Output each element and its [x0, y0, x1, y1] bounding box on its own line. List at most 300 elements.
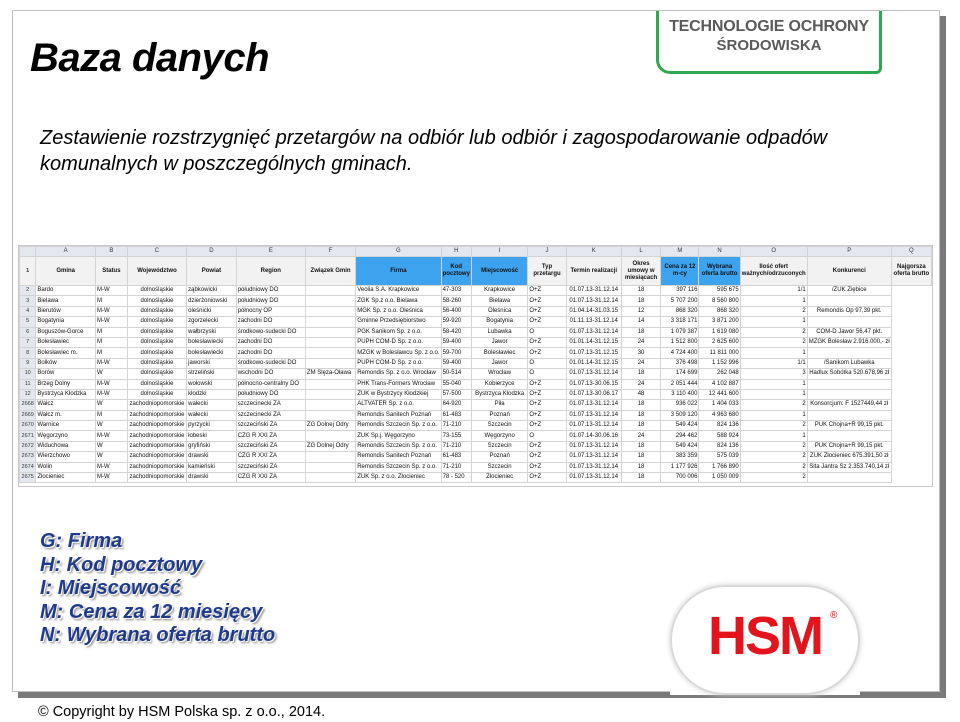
table-cell: zachodni DO — [236, 348, 305, 358]
table-cell: zachodniopomorskie — [127, 421, 186, 431]
table-cell: 1/1 — [740, 286, 807, 296]
table-cell: Bogatynia — [471, 317, 527, 327]
table-cell: 01.07.13-31.12.14 — [566, 410, 621, 420]
column-letter: L — [621, 247, 661, 257]
table-cell: W — [95, 421, 127, 431]
column-letter: G — [356, 247, 441, 257]
table-cell: zachodniopomorskie — [127, 441, 186, 451]
table-cell: O+Z — [528, 379, 566, 389]
table-cell: 3 318 171 — [661, 317, 699, 327]
table-cell — [807, 431, 891, 441]
table-cell — [807, 473, 891, 483]
logo-line-2: ŚRODOWISKA — [716, 37, 822, 54]
table-cell: Remondis Szczecin Sp. z o.o. — [356, 441, 441, 451]
table-cell: 01.07.14-30.06.16 — [566, 431, 621, 441]
table-cell: Wrocław — [471, 369, 527, 379]
table-cell: Brzeg Dolny — [36, 379, 96, 389]
table-row — [20, 473, 932, 483]
table-cell — [305, 358, 355, 368]
legend-item: H: Kod pocztowy — [40, 553, 203, 576]
table-cell — [305, 306, 355, 316]
table-cell: ZG Dolnej Odry — [305, 421, 355, 431]
table-cell: 8 560 800 — [699, 296, 740, 306]
table-cell: Poznań — [471, 410, 527, 420]
table-cell: 59-400 — [441, 358, 471, 368]
table-cell: 48 — [621, 389, 661, 399]
table-cell: środkowo-sudecki DO — [236, 358, 305, 368]
column-legend — [40, 530, 275, 648]
table-cell: 50-514 — [441, 369, 471, 379]
table-cell: ZG Dolnej Odry — [305, 441, 355, 451]
table-cell — [807, 296, 891, 306]
table-cell: zachodni DO — [236, 317, 305, 327]
table-cell: M-W — [95, 317, 127, 327]
column-letter: M — [661, 247, 699, 257]
table-cell: 73-155 — [441, 431, 471, 441]
table-cell: PUK Chojna+R 99,15 pkt. — [807, 421, 891, 431]
row-number: 4 — [20, 306, 36, 316]
hsm-logo-text: HSM — [708, 606, 822, 666]
table-cell: Bogatynia — [36, 317, 96, 327]
table-cell: strzeliński — [187, 369, 237, 379]
table-cell: zachodniopomorskie — [127, 462, 186, 472]
table-cell: 78 - 520 — [441, 473, 471, 483]
table-cell: O — [528, 358, 566, 368]
column-header[interactable]: Konkurenci — [807, 257, 891, 286]
table-cell: 14 — [621, 317, 661, 327]
table-cell: 71-210 — [441, 441, 471, 451]
table-cell — [807, 348, 891, 358]
table-row — [20, 410, 932, 420]
table-cell: Kobierzyce — [471, 379, 527, 389]
column-header[interactable]: Gmina — [36, 257, 96, 286]
table-cell: 59-700 — [441, 348, 471, 358]
table-cell: 2 — [740, 421, 807, 431]
table-cell: oleśnicki — [187, 306, 237, 316]
table-cell: zgorzelecki — [187, 317, 237, 327]
table-cell: M — [95, 337, 127, 347]
table-cell: północno-centralny DO — [236, 379, 305, 389]
column-header[interactable]: Status — [95, 257, 127, 286]
table-row — [20, 452, 932, 462]
column-header[interactable]: Okres umowy w miesiącach — [621, 257, 661, 286]
column-letter-row — [20, 247, 932, 257]
table-cell: 01.07.13-31.12.14 — [566, 452, 621, 462]
table-cell: 5 707 200 — [661, 296, 699, 306]
table-cell: 12 441 600 — [699, 389, 740, 399]
column-header[interactable]: Najgorsza oferta brutto — [891, 257, 931, 286]
column-header[interactable]: Cena za 12 m-cy — [661, 257, 699, 286]
table-cell: 01.07.13-31.12.14 — [566, 369, 621, 379]
column-letter: O — [740, 247, 807, 257]
table-cell: 01.04.14-31.03.15 — [566, 306, 621, 316]
row-number: 1 — [20, 257, 36, 286]
table-cell: środkowo-sudecki DO — [236, 327, 305, 337]
table-cell: wałecki — [187, 400, 237, 410]
table-cell: 824 136 — [699, 441, 740, 451]
table-cell: 294 462 — [661, 431, 699, 441]
table-cell: Wierzchowo — [36, 452, 96, 462]
table-cell: szczecinecki ZA — [236, 400, 305, 410]
page-title: Baza danych — [30, 36, 270, 80]
table-cell: PHK Trans-Formers Wrocław — [356, 379, 441, 389]
table-cell: łobeski — [187, 431, 237, 441]
column-letter: K — [566, 247, 621, 257]
row-number: 6 — [20, 327, 36, 337]
table-cell: 59-920 — [441, 317, 471, 327]
table-cell: PUPH COM-D Sp. z o.o. — [356, 358, 441, 368]
table-cell: 01.07.13-31.12.14 — [566, 473, 621, 483]
table-cell: 700 006 — [661, 473, 699, 483]
copyright-footer: © Copyright by HSM Polska sp. z o.o., 2014. — [38, 704, 326, 720]
table-cell: 01.07.13-31.12.14 — [566, 462, 621, 472]
table-cell: 58-420 — [441, 327, 471, 337]
table-row — [20, 462, 932, 472]
table-cell: 2 — [740, 473, 807, 483]
table-cell: Wałcz — [36, 400, 96, 410]
column-letter: E — [236, 247, 305, 257]
column-header[interactable]: Powiat — [187, 257, 237, 286]
legend-item: N: Wybrana oferta brutto — [40, 624, 276, 646]
table-cell: M-W — [95, 379, 127, 389]
table-cell: O+Z — [528, 410, 566, 420]
column-header[interactable]: Kod pocztowy — [441, 257, 471, 286]
table-cell: Borów — [36, 369, 96, 379]
table-cell: 174 699 — [661, 369, 699, 379]
table-cell: Veolia S.A. Krapkowice — [356, 286, 441, 296]
table-cell: O+Z — [528, 337, 566, 347]
corner-cell — [20, 247, 36, 257]
table-cell — [305, 473, 355, 483]
table-cell: O+Z — [528, 389, 566, 399]
table-cell: 1 — [740, 379, 807, 389]
table-cell: ZGK Sp.z o.o. Bielawa — [356, 296, 441, 306]
table-cell: południowy DO — [236, 296, 305, 306]
table-cell: pyrzycki — [187, 421, 237, 431]
table-cell: zachodniopomorskie — [127, 452, 186, 462]
table-cell: drawski — [187, 452, 237, 462]
column-header[interactable]: Miejscowość — [471, 257, 527, 286]
table-cell: Bolesławiec — [471, 348, 527, 358]
table-cell: wałbrzyski — [187, 327, 237, 337]
table-row — [20, 296, 932, 306]
table-cell: 936 022 — [661, 400, 699, 410]
table-cell — [807, 410, 891, 420]
table-cell: Bolesławiec — [36, 337, 96, 347]
table-cell: dolnośląskie — [127, 296, 186, 306]
table-cell: 2 — [740, 400, 807, 410]
table-cell: szczecinecki ZA — [236, 410, 305, 420]
table-cell: Poznań — [471, 452, 527, 462]
table-cell: Gminne Przedsiębiorstwo — [356, 317, 441, 327]
table-cell: Warnice — [36, 421, 96, 431]
table-cell: Remondis Sp. z o.o. Wrocław — [356, 369, 441, 379]
table-cell: dolnośląskie — [127, 286, 186, 296]
table-cell: 1 619 080 — [699, 327, 740, 337]
hsm-logo — [670, 585, 860, 695]
table-cell: O+Z — [528, 441, 566, 451]
table-cell: 3 509 120 — [661, 410, 699, 420]
table-cell: 18 — [621, 369, 661, 379]
table-cell: /Sanikom Lubawka — [807, 358, 891, 368]
table-row — [20, 348, 932, 358]
table-cell: 4 963 680 — [699, 410, 740, 420]
column-header[interactable]: Region — [236, 257, 305, 286]
column-letter: B — [95, 247, 127, 257]
table-cell: 24 — [621, 358, 661, 368]
table-cell: szczeciński ZA — [236, 421, 305, 431]
table-cell: 18 — [621, 421, 661, 431]
row-number: 10 — [20, 369, 36, 379]
table-cell: PGK Sanikom Sp. z o.o. — [356, 327, 441, 337]
column-header[interactable]: Ilość ofert ważnych/odrzuconych — [740, 257, 807, 286]
logo-line-1: TECHNOLOGIE OCHRONY — [669, 18, 869, 35]
table-cell: Piła — [471, 400, 527, 410]
table-cell: 4 724 400 — [661, 348, 699, 358]
table-cell — [305, 327, 355, 337]
table-cell: 1 512 800 — [661, 337, 699, 347]
table-cell: W — [95, 400, 127, 410]
table-cell — [305, 389, 355, 399]
table-cell: Bystrzyca Kłodzka — [36, 389, 96, 399]
table-row — [20, 369, 932, 379]
table-cell: 1 079 387 — [661, 327, 699, 337]
table-cell: dolnośląskie — [127, 317, 186, 327]
table-cell: 2 — [740, 452, 807, 462]
table-cell: 1 — [740, 348, 807, 358]
table-cell: O — [528, 431, 566, 441]
table-cell: bolesławiecki — [187, 337, 237, 347]
table-cell: 55-040 — [441, 379, 471, 389]
table-cell: 01.01.14-31.12.15 — [566, 337, 621, 347]
table-cell: Sita Jantra Sz 2.353.740,14 zł — [807, 462, 891, 472]
table-cell: 24 — [621, 337, 661, 347]
column-letter: F — [305, 247, 355, 257]
table-cell: zachodniopomorskie — [127, 431, 186, 441]
table-row — [20, 306, 932, 316]
column-letter: P — [807, 247, 891, 257]
table-cell: 1 152 996 — [699, 358, 740, 368]
table-cell: Szczecin — [471, 462, 527, 472]
column-header[interactable]: Związek Gmin — [305, 257, 355, 286]
table-row — [20, 358, 932, 368]
column-header[interactable]: Termin realizacji — [566, 257, 621, 286]
table-cell: Remondis Op 97,39 pkt. — [807, 306, 891, 316]
table-cell: 01.07.13-31.12.14 — [566, 421, 621, 431]
row-number: 2668 — [20, 400, 36, 410]
row-number: 2 — [20, 286, 36, 296]
table-cell: 57-500 — [441, 389, 471, 399]
table-row — [20, 421, 932, 431]
table-cell: ZUK w Bystrzycy Kłodzkiej — [356, 389, 441, 399]
table-cell: 18 — [621, 410, 661, 420]
table-cell: Szczecin — [471, 441, 527, 451]
table-cell: 64-920 — [441, 400, 471, 410]
table-cell: Krapkowice — [471, 286, 527, 296]
table-cell: 01.07.13-31.12.15 — [566, 348, 621, 358]
table-cell — [305, 400, 355, 410]
table-cell: 61-483 — [441, 452, 471, 462]
table-cell: Wolin — [36, 462, 96, 472]
table-cell — [305, 317, 355, 327]
table-cell: Remondis Szczecin Sp. z o.o. — [356, 421, 441, 431]
table-cell: dolnośląskie — [127, 379, 186, 389]
table-cell: 1 — [740, 296, 807, 306]
table-cell: O+Z — [528, 473, 566, 483]
table-cell — [305, 410, 355, 420]
table-cell: Bielawa — [36, 296, 96, 306]
table-cell: Złocieniec — [36, 473, 96, 483]
row-number: 2672 — [20, 441, 36, 451]
table-cell: dolnośląskie — [127, 369, 186, 379]
table-cell: kamieński — [187, 462, 237, 472]
table-cell: 24 — [621, 379, 661, 389]
table-cell: O+Z — [528, 296, 566, 306]
table-cell — [807, 317, 891, 327]
table-cell: MZGK w Bolesławcu Sp. z o.o. — [356, 348, 441, 358]
legend-item: M: Cena za 12 miesięcy — [40, 600, 263, 623]
table-cell: Remondis Sanitech Poznań — [356, 452, 441, 462]
table-row — [20, 379, 932, 389]
row-number: 12 — [20, 389, 36, 399]
table-cell: 1 766 890 — [699, 462, 740, 472]
column-header[interactable]: Firma — [356, 257, 441, 286]
table-cell: wschodni DO — [236, 369, 305, 379]
table-cell: /ZUK Ziębice — [807, 286, 891, 296]
table-cell: CZG R XXI ZA — [236, 452, 305, 462]
table-cell: 2 — [740, 306, 807, 316]
table-cell: ZM Ślęza-Oława — [305, 369, 355, 379]
table-cell: 01.07.13-30.06.15 — [566, 379, 621, 389]
table-cell: 01.07.13-31.12.14 — [566, 400, 621, 410]
row-number: 11 — [20, 379, 36, 389]
table-cell: 2 625 600 — [699, 337, 740, 347]
table-cell: 18 — [621, 452, 661, 462]
row-number: 3 — [20, 296, 36, 306]
table-cell: O — [528, 369, 566, 379]
table-cell: 71-210 — [441, 421, 471, 431]
table-cell: 3 110 400 — [661, 389, 699, 399]
table-cell: 2 — [740, 327, 807, 337]
table-cell: MGK Sp. z o.o. Oleśnica — [356, 306, 441, 316]
table-cell: 2 051 444 — [661, 379, 699, 389]
table-cell: 549 424 — [661, 421, 699, 431]
table-cell: O — [528, 327, 566, 337]
table-cell: W — [95, 452, 127, 462]
table-cell: 2 — [740, 441, 807, 451]
table-cell: O+Z — [528, 306, 566, 316]
table-cell: M-W — [95, 462, 127, 472]
table-cell: 18 — [621, 462, 661, 472]
table-cell: Jawor — [471, 337, 527, 347]
column-letter: I — [471, 247, 527, 257]
table-cell: M-W — [95, 431, 127, 441]
table-cell: 01.07.13-31.12.14 — [566, 441, 621, 451]
column-header[interactable]: Województwo — [127, 257, 186, 286]
table-cell: O+Z — [528, 317, 566, 327]
table-cell: Węgorzyno — [36, 431, 96, 441]
table-cell: 1 — [740, 317, 807, 327]
table-cell: 1 — [740, 431, 807, 441]
table-cell: O+Z — [528, 452, 566, 462]
registered-mark-icon: ® — [830, 610, 838, 621]
table-cell: 549 424 — [661, 441, 699, 451]
table-cell — [305, 462, 355, 472]
table-cell: 58-260 — [441, 296, 471, 306]
table-cell: Wałcz m. — [36, 410, 96, 420]
row-number: 5 — [20, 317, 36, 327]
table-cell: Widuchowa — [36, 441, 96, 451]
table-cell: dolnośląskie — [127, 389, 186, 399]
column-letter: N — [699, 247, 740, 257]
table-cell: dzierżoniowski — [187, 296, 237, 306]
table-cell: Bolków — [36, 358, 96, 368]
page-subtitle: Zestawienie rozstrzygnięć przetargów na odbiór lub odbiór i zagospodarowanie odpadów komunalnych w poszczególnych gminach. — [40, 127, 828, 175]
table-cell — [305, 286, 355, 296]
table-row — [20, 431, 932, 441]
column-header[interactable]: Wybrana oferta brutto — [699, 257, 740, 286]
table-cell: ALTVATER Sp. z o.o. — [356, 400, 441, 410]
table-row — [20, 389, 932, 399]
table-cell: Szczecin — [471, 421, 527, 431]
table-cell: wałecki — [187, 410, 237, 420]
row-number: 2669 — [20, 410, 36, 420]
table-cell: zachodniopomorskie — [127, 473, 186, 483]
table-cell: 71-210 — [441, 462, 471, 472]
table-cell: Boguszów-Gorce — [36, 327, 96, 337]
column-header[interactable]: Typ przetargu — [528, 257, 566, 286]
table-cell: 01.11.13-31.12.14 — [566, 317, 621, 327]
table-cell: 24 — [621, 431, 661, 441]
table-cell: 47-303 — [441, 286, 471, 296]
table-cell: 01.07.13-31.12.14 — [566, 286, 621, 296]
legend-item: G: Firma — [40, 530, 123, 552]
table-cell: M-W — [95, 306, 127, 316]
table-cell: drawski — [187, 473, 237, 483]
table-cell: 1 177 926 — [661, 462, 699, 472]
table-cell: 18 — [621, 286, 661, 296]
table-cell: szczeciński ZA — [236, 462, 305, 472]
table-cell: W — [95, 369, 127, 379]
table-cell: 4 102 887 — [699, 379, 740, 389]
table-cell: 12 — [621, 306, 661, 316]
row-number: 7 — [20, 337, 36, 347]
table-cell: 868 320 — [661, 306, 699, 316]
table-cell: 595 675 — [699, 286, 740, 296]
table-cell: Bielawa — [471, 296, 527, 306]
row-number: 9 — [20, 358, 36, 368]
table-cell: 56-400 — [441, 306, 471, 316]
table-cell: Bardo — [36, 286, 96, 296]
table-cell: Węgorzyno — [471, 431, 527, 441]
table-cell: jaworski — [187, 358, 237, 368]
row-number: 2674 — [20, 462, 36, 472]
table-cell: M — [95, 327, 127, 337]
table-cell: O+Z — [528, 400, 566, 410]
table-cell — [305, 348, 355, 358]
table-cell: W — [95, 441, 127, 451]
table-cell: COM-D Jawor 56,47 pkt. — [807, 327, 891, 337]
table-cell: ZUK Sp. z o.o. Złocieniec — [356, 473, 441, 483]
table-cell: 18 — [621, 296, 661, 306]
table-row — [20, 400, 932, 410]
table-cell: O+Z — [528, 348, 566, 358]
table-cell: M — [95, 410, 127, 420]
table-cell: 397 116 — [661, 286, 699, 296]
table-cell: 3 — [740, 369, 807, 379]
table-cell — [305, 296, 355, 306]
table-cell: 383 359 — [661, 452, 699, 462]
